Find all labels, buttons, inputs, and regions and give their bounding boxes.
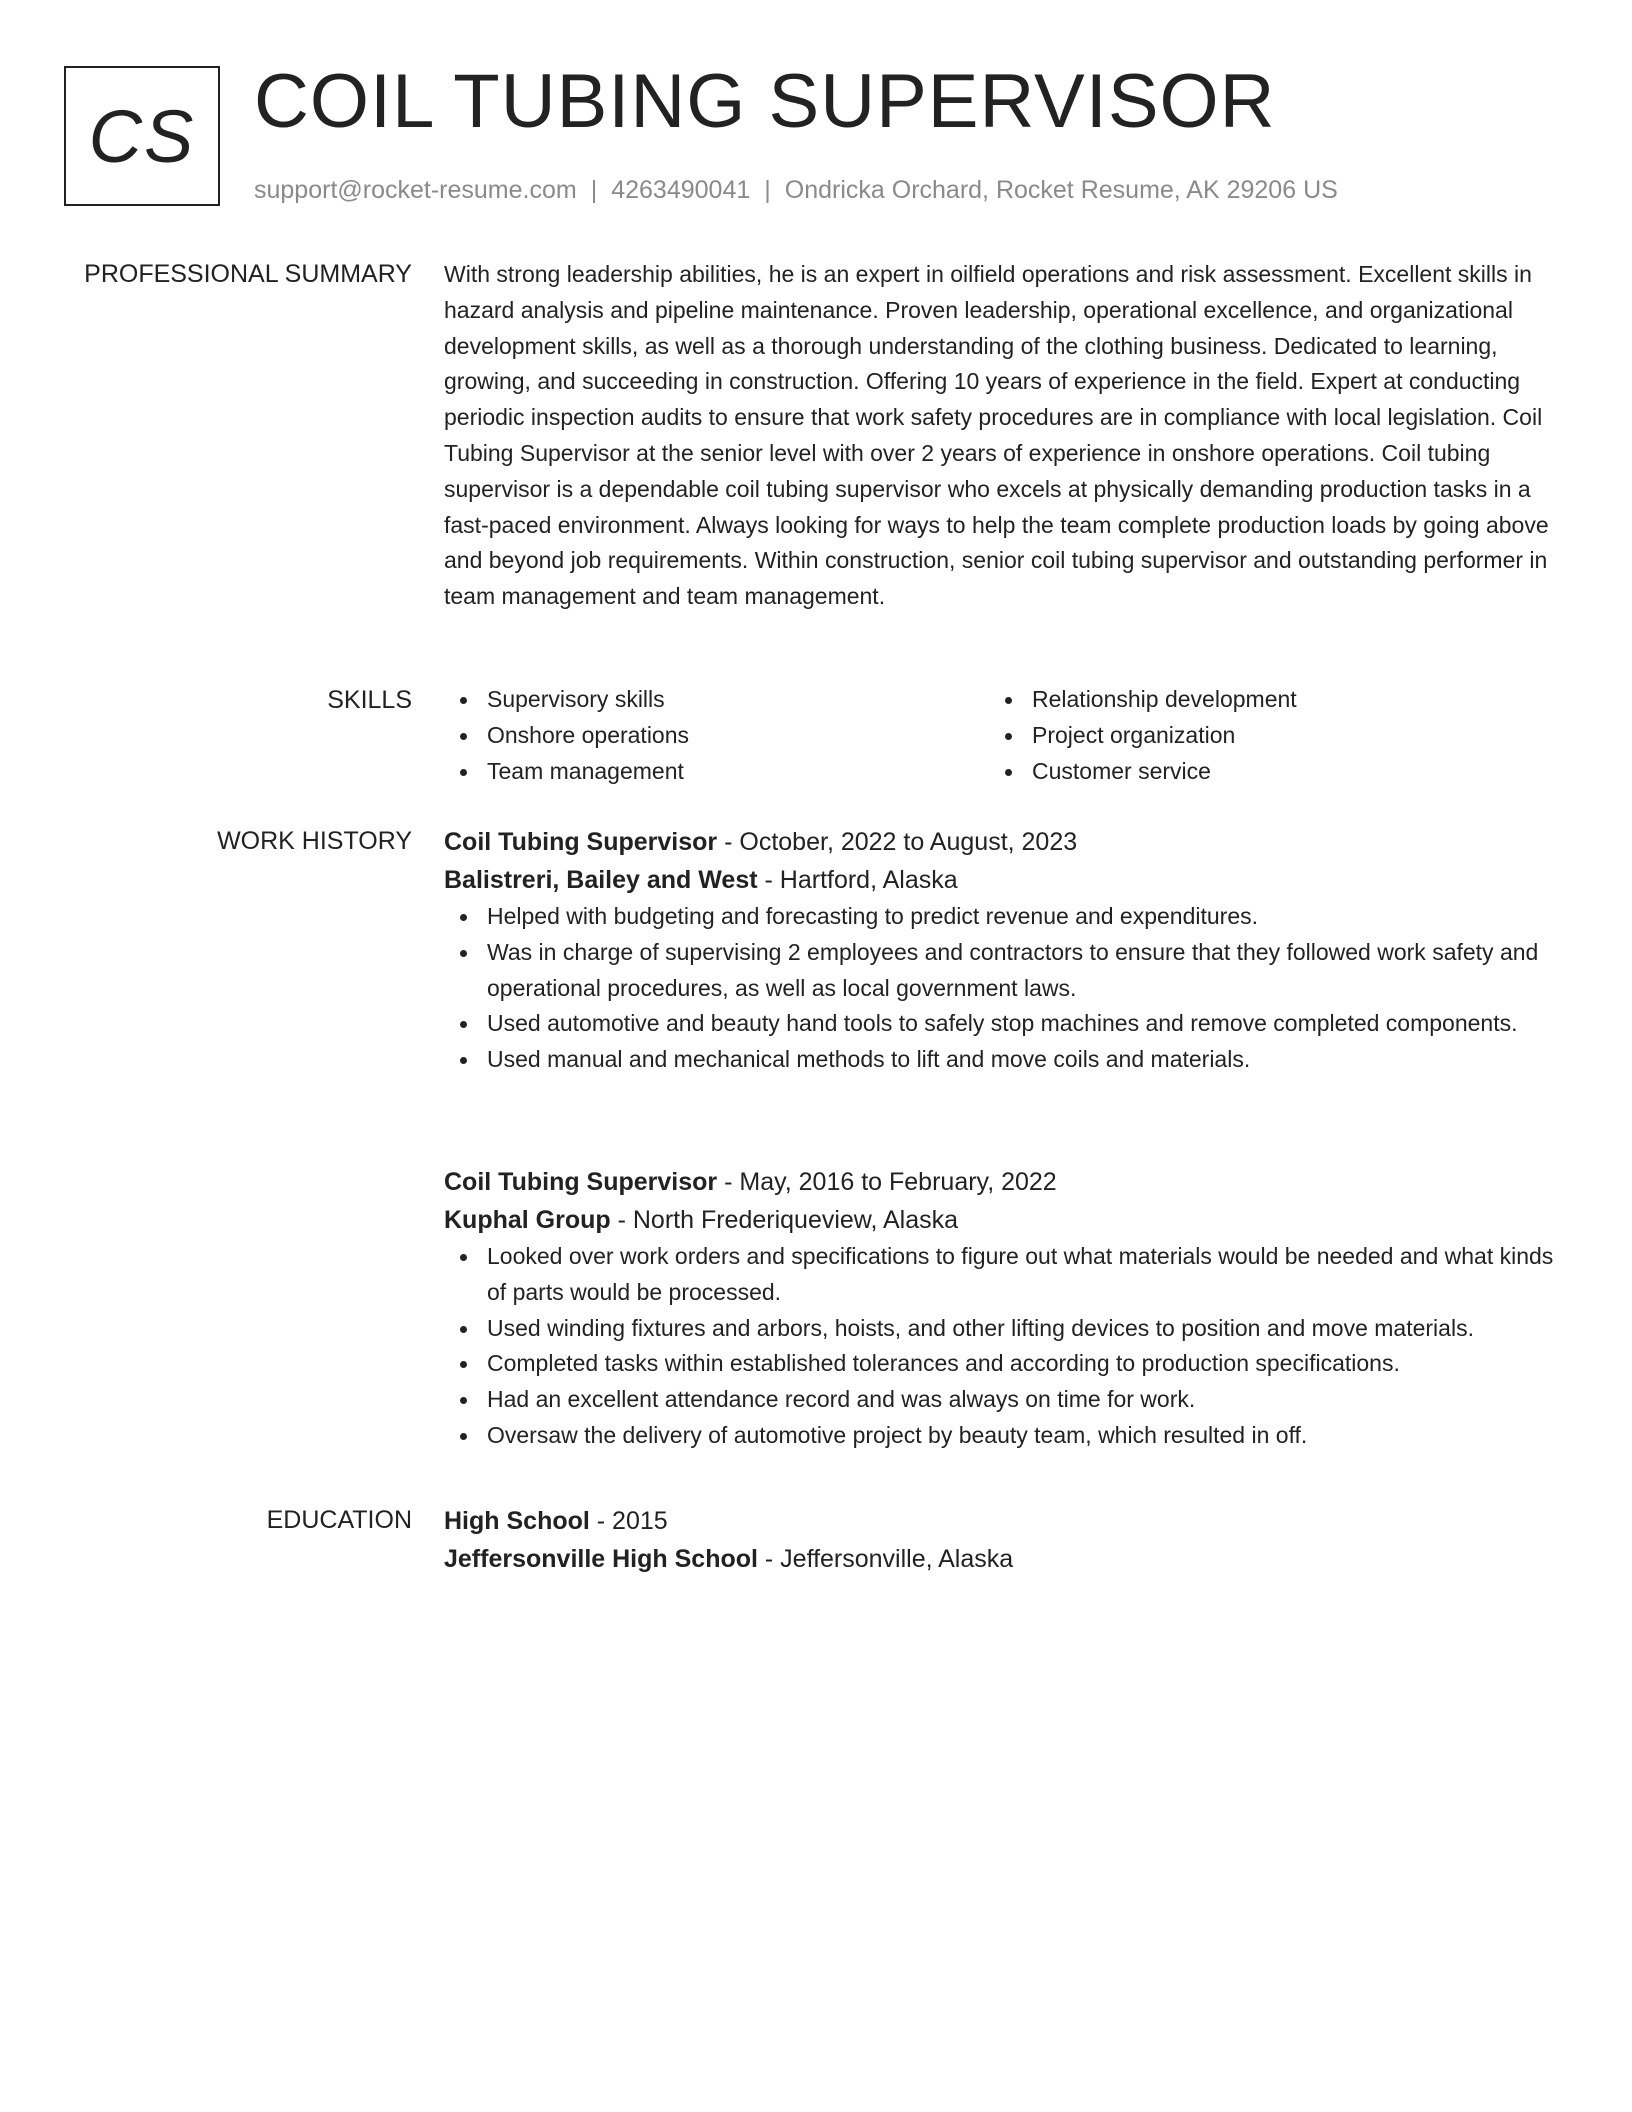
job-title: Coil Tubing Supervisor <box>444 828 718 856</box>
monogram-initials: CS <box>88 94 196 178</box>
skill-item: Supervisory skills <box>444 682 989 718</box>
job-bullets <box>444 1239 1554 1454</box>
job-company-line <box>444 861 1554 899</box>
education-heading: EDUCATION <box>266 1506 412 1534</box>
job-bullet: Had an excellent attendance record and was always on time for work. <box>444 1382 1554 1418</box>
skill-item: Team management <box>444 754 989 790</box>
contact-email[interactable]: support@rocket-resume.com <box>254 176 577 204</box>
education-location: - Jeffersonville, Alaska <box>757 1545 1014 1573</box>
skill-item: Project organization <box>989 718 1534 754</box>
job-dates: - May, 2016 to February, 2022 <box>717 1168 1057 1196</box>
contact-separator: | <box>590 176 598 204</box>
job-location: - North Frederiqueview, Alaska <box>610 1206 959 1234</box>
job-location: - Hartford, Alaska <box>757 866 958 894</box>
job-title-line <box>444 1163 1554 1201</box>
job-bullet: Used automotive and beauty hand tools to safely stop machines and remove completed components. <box>444 1006 1554 1042</box>
job-title-line <box>444 823 1554 861</box>
job-bullet: Used winding fixtures and arbors, hoists, and other lifting devices to position and move materials. <box>444 1311 1554 1347</box>
education-year: - 2015 <box>589 1507 668 1535</box>
skills-grid <box>444 682 1554 789</box>
skills-section <box>444 682 1554 789</box>
education-school: Jeffersonville High School <box>444 1545 758 1573</box>
job-bullets <box>444 899 1554 1078</box>
summary-section <box>444 257 1554 615</box>
contact-phone[interactable]: 4263490041 <box>611 176 751 204</box>
job-dates: - October, 2022 to August, 2023 <box>717 828 1078 856</box>
education-degree: High School <box>444 1507 590 1535</box>
job-bullet: Helped with budgeting and forecasting to predict revenue and expenditures. <box>444 899 1554 935</box>
skills-heading: SKILLS <box>327 686 412 714</box>
job-company: Balistreri, Bailey and West <box>444 866 758 894</box>
contact-line <box>254 172 1338 208</box>
monogram-badge <box>64 66 220 206</box>
job-bullet: Oversaw the delivery of automotive project by beauty team, which resulted in off. <box>444 1418 1554 1454</box>
skill-item: Relationship development <box>989 682 1534 718</box>
resume-title: COIL TUBING SUPERVISOR <box>254 59 1276 144</box>
job-title: Coil Tubing Supervisor <box>444 1168 718 1196</box>
contact-address: Ondricka Orchard, Rocket Resume, AK 29206 US <box>784 176 1338 204</box>
skills-column-right <box>989 682 1534 789</box>
summary-text: With strong leadership abilities, he is an expert in oilfield operations and risk assessment. Excellent skills in hazard analysis and pipeline maintenance. Proven leadership, operational excellence, and organizational development skills, as well as a thorough understanding of the clothing business. Dedicated to learning, growing, and succeeding in construction. Offering 10 years of experience in the field. Expert at conducting periodic inspection audits to ensure that work safety procedures are in compliance with local legislation. Coil Tubing Supervisor at the senior level with over 2 years of experience in onshore operations. Coil tubing supervisor is a dependable coil tubing supervisor who excels at physically demanding production tasks in a fast-paced environment. Always looking for ways to help the team complete production loads by going above and beyond job requirements. Within construction, senior coil tubing supervisor and outstanding performer in team management and team management. <box>444 261 1549 610</box>
job-bullet: Completed tasks within established tolerances and according to production specifications. <box>444 1346 1554 1382</box>
contact-separator: | <box>764 176 771 204</box>
work-history-heading: WORK HISTORY <box>217 827 412 855</box>
job-company: Kuphal Group <box>444 1206 611 1234</box>
job-bullet: Used manual and mechanical methods to lift and move coils and materials. <box>444 1042 1554 1078</box>
summary-heading: PROFESSIONAL SUMMARY <box>84 260 412 288</box>
education-degree-line <box>444 1502 1554 1540</box>
job-entry <box>444 1163 1554 1454</box>
skill-item: Onshore operations <box>444 718 989 754</box>
job-bullet: Was in charge of supervising 2 employees and contractors to ensure that they followed work safety and operational procedures, as well as local government laws. <box>444 935 1554 1007</box>
job-entry <box>444 823 1554 1078</box>
job-company-line <box>444 1201 1554 1239</box>
education-entry <box>444 1502 1554 1578</box>
skills-column-left <box>444 682 989 789</box>
job-bullet: Looked over work orders and specifications to figure out what materials would be needed and what kinds of parts would be processed. <box>444 1239 1554 1311</box>
education-school-line <box>444 1540 1554 1578</box>
skill-item: Customer service <box>989 754 1534 790</box>
